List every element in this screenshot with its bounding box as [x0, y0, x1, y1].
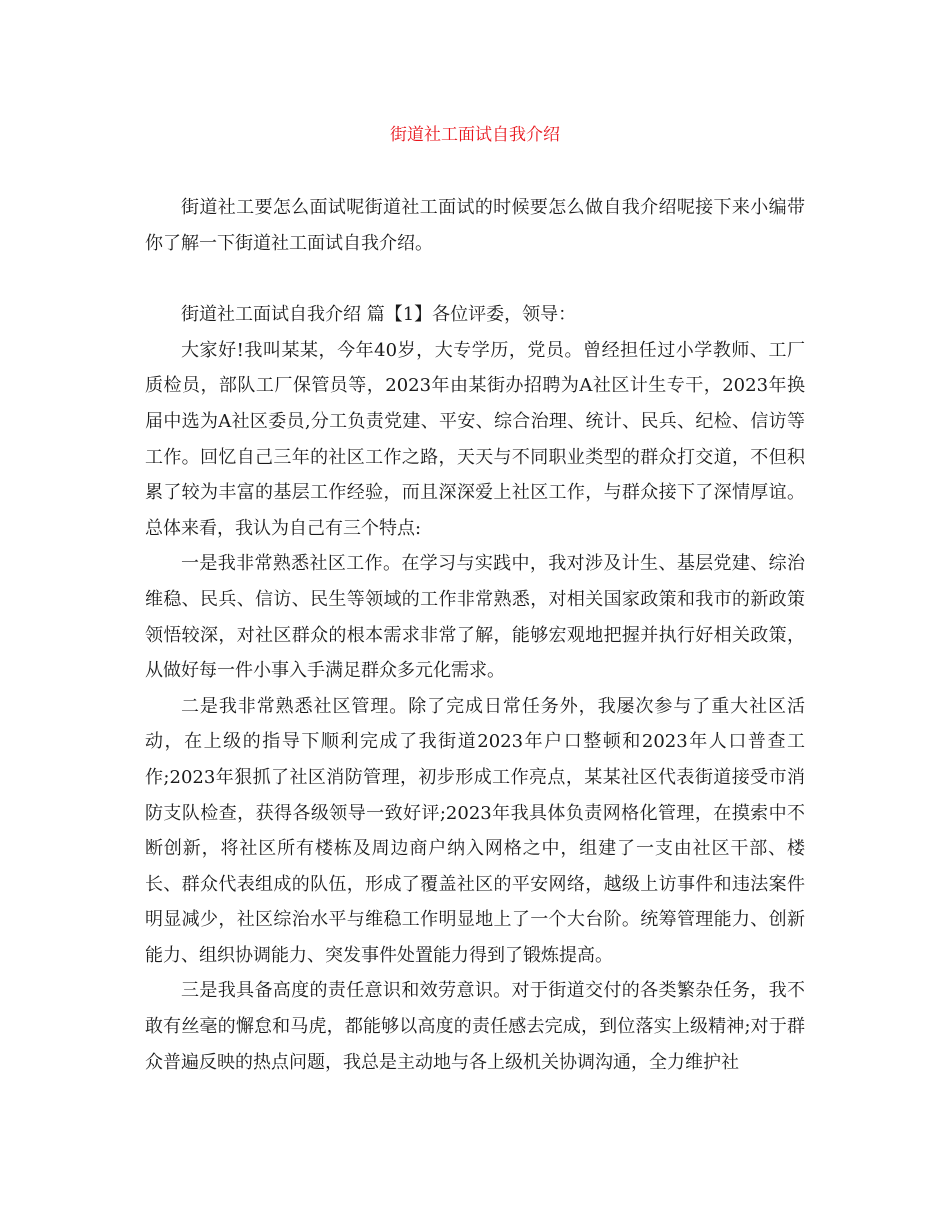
body-paragraph: 大家好!我叫某某，今年40岁，大专学历，党员。曾经担任过小学教师、工厂质检员，部队工厂保管员等，2023年由某街办招聘为A社区计生专干，2023年换届中选为A社区委员,分工负责党建、平安、综合治理、统计、民兵、纪检、信访等工作。回忆自己三年的社区工作之路，天天与不同职业类型的群众打交道，不但积累了较为丰富的基层工作经验，而且深深爱上社区工作，与群众接下了深情厚谊。总体来看，我认为自己有三个特点: — [145, 339, 805, 539]
section-heading: 街道社工面试自我介绍 篇【1】各位评委，领导： — [181, 304, 577, 326]
body-paragraph: 二是我非常熟悉社区管理。除了完成日常任务外，我屡次参与了重大社区活动，在上级的指导下顺利完成了我街道2023年户口整顿和2023年人口普查工作;2023年狠抓了社区消防管理，初步形成工作亮点，某某社区代表街道接受市消防支队检查，获得各级领导一致好评;2023年我具体负责网格化管理，在摸索中不断创新，将社区所有楼栋及周边商户纳入网格之中，组建了一支由社区干部、楼长、群众代表组成的队伍，形成了覆盖社区的平安网络，越级上访事件和违法案件明显减少，社区综治水平与维稳工作明显地上了一个大台阶。统筹管理能力、创新能力、组织协调能力、突发事件处置能力得到了锻炼提高。 — [145, 695, 805, 966]
document-body — [145, 190, 805, 1080]
body-paragraph: 三是我具备高度的责任意识和效劳意识。对于街道交付的各类繁杂任务，我不敢有丝毫的懈怠和马虎，都能够以高度的责任感去完成，到位落实上级精神;对于群众普遍反映的热点问题，我总是主动地与各上级机关协调沟通，全力维护社 — [145, 980, 805, 1073]
body-paragraph: 一是我非常熟悉社区工作。在学习与实践中，我对涉及计生、基层党建、综治维稳、民兵、信访、民生等领域的工作非常熟悉，对相关国家政策和我市的新政策领悟较深，对社区群众的根本需求非常了解，能够宏观地把握并执行好相关政策，从做好每一件小事入手满足群众多元化需求。 — [145, 553, 805, 682]
document-title: 街道社工面试自我介绍 — [390, 125, 560, 145]
intro-paragraph: 街道社工要怎么面试呢街道社工面试的时候要怎么做自我介绍呢接下来小编带你了解一下街道社工面试自我介绍。 — [145, 197, 805, 254]
